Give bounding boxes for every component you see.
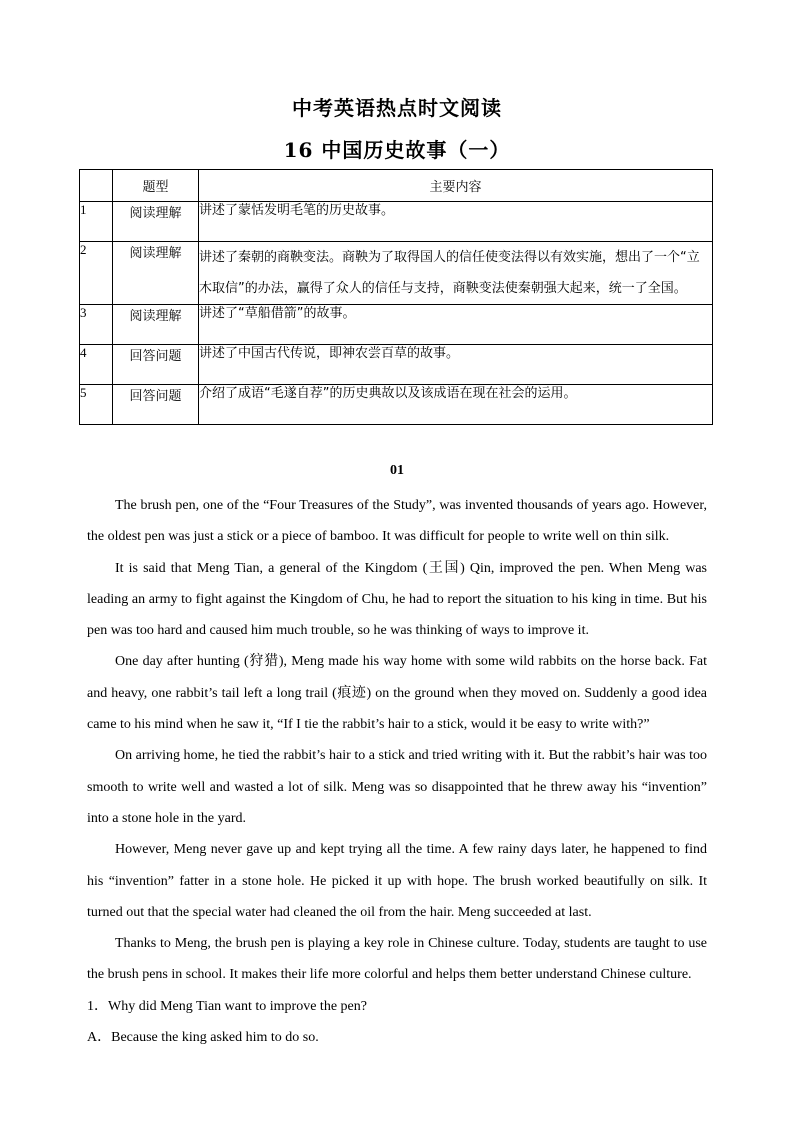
table-header-content: 主要内容	[199, 170, 713, 202]
paragraph: Thanks to Meng, the brush pen is playing a key role in Chinese culture. Today, students are taught to use the brush pens in school. It makes their life more colorful and helps them better understand Chinese culture.	[87, 936, 707, 983]
document-subtitle: 16 中国历史故事（一）	[283, 138, 511, 162]
row-content: 介绍了成语“毛遂自荐”的历史典故以及该成语在现在社会的运用。	[199, 385, 713, 425]
row-content: 讲述了蒙恬发明毛笔的历史故事。	[199, 202, 713, 242]
row-number: 2	[80, 242, 113, 305]
row-number: 4	[80, 345, 113, 385]
row-type: 阅读理解	[113, 202, 199, 242]
option-a: A．Because the king asked him to do so.	[87, 1030, 319, 1046]
paragraph: On arriving home, he tied the rabbit’s hair to a stick and tried writing with it. But the rabbit’s hair was too smooth to write well and wasted a lot of silk. Meng was so disappointed that he threw away his “invention” into a stone hole in the yard.	[87, 748, 707, 826]
row-number: 5	[80, 385, 113, 425]
document-title: 中考英语热点时文阅读	[292, 96, 502, 120]
table-row	[80, 202, 713, 242]
row-content: 讲述了秦朝的商鞅变法。商鞅为了取得国人的信任使变法得以有效实施，想出了一个“立木取信”的办法，赢得了众人的信任与支持，商鞅变法使秦朝强大起来，统一了全国。	[199, 242, 713, 305]
table-header-row	[80, 170, 713, 202]
paragraph: However, Meng never gave up and kept trying all the time. A few rainy days later, he happened to find his “invention” fatter in a stone hole. He picked it up with hope. The brush worked beautifully on silk. It turned out that the special water had cleaned the oil from the hair. Meng succeeded at last.	[87, 842, 707, 920]
paragraph: One day after hunting (狩猎), Meng made his way home with some wild rabbits on the horse back. Fat and heavy, one rabbit’s tail left a long trail (痕迹) on the ground when they moved on. Suddenly a good idea came to his mind when he saw it, “If I tie the rabbit’s hair to a stick, would it be easy to write with?”	[87, 654, 707, 733]
row-type: 回答问题	[113, 345, 199, 385]
row-content: 讲述了“草船借箭”的故事。	[199, 305, 713, 345]
row-number: 1	[80, 202, 113, 242]
question-1: 1．Why did Meng Tian want to improve the pen?	[87, 998, 367, 1014]
row-type: 回答问题	[113, 385, 199, 425]
table-row	[80, 305, 713, 345]
paragraph: It is said that Meng Tian, a general of the Kingdom (王国) Qin, improved the pen. When Meng was leading an army to fight against the Kingdom of Chu, he had to report the situation to his king in time. But his pen was too hard and caused him much trouble, so he was thinking of ways to improve it.	[87, 560, 707, 639]
row-number: 3	[80, 305, 113, 345]
paragraph: The brush pen, one of the “Four Treasures of the Study”, was invented thousands of years ago. However, the oldest pen was just a stick or a piece of bamboo. It was difficult for people to write well on thin silk.	[87, 498, 707, 545]
summary-table	[79, 169, 713, 425]
table-row	[80, 345, 713, 385]
table-row	[80, 242, 713, 305]
section-number: 01	[390, 463, 404, 478]
row-type: 阅读理解	[113, 305, 199, 345]
table-row	[80, 385, 713, 425]
table-header-type: 题型	[113, 170, 199, 202]
reading-passage	[87, 490, 707, 1053]
row-type: 阅读理解	[113, 242, 199, 305]
table-header-num	[80, 170, 113, 202]
row-content: 讲述了中国古代传说，即神农尝百草的故事。	[199, 345, 713, 385]
